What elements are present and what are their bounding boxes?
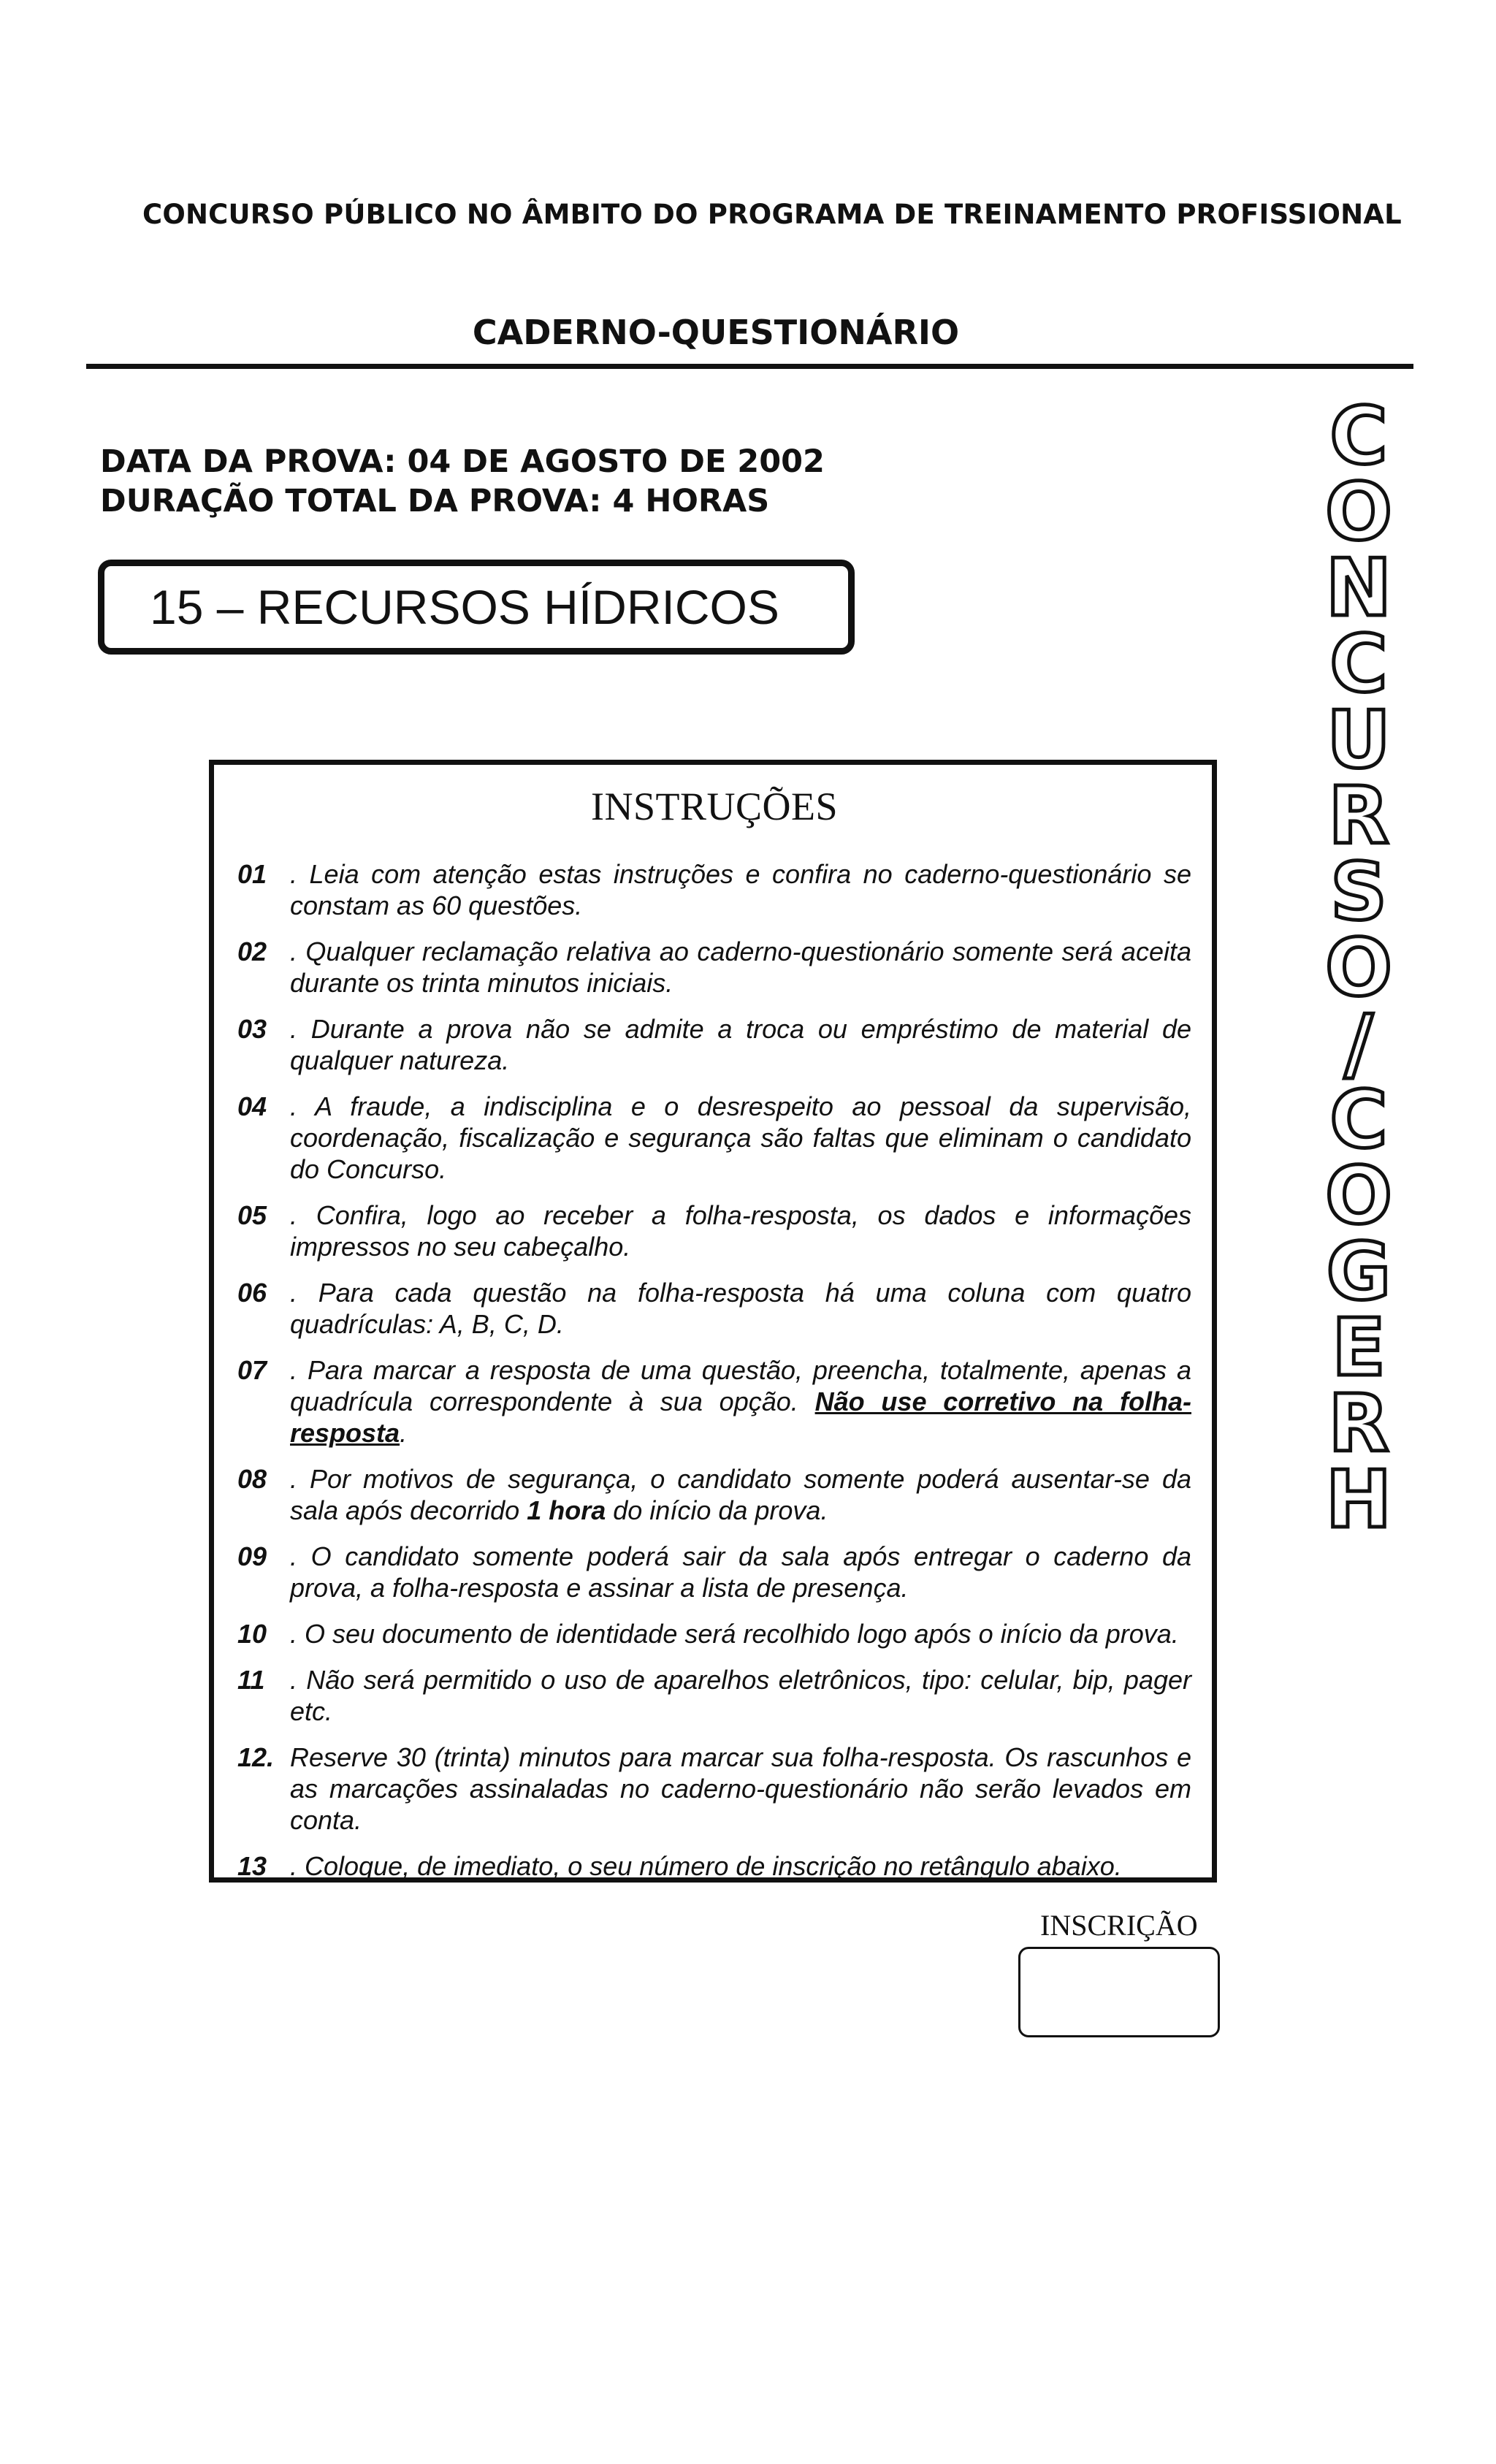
instruction-item: 02 . Qualquer reclamação relativa ao caderno-questionário somente será aceita durante os trinta minutos iniciais. — [237, 937, 1191, 998]
instructions-title: INSTRUÇÕES — [590, 785, 839, 828]
brand-letter: E — [1332, 1302, 1386, 1394]
instruction-item: 09 . O candidato somente poderá sair da sala após entregar o caderno da prova, a folha-resposta e assinar a lista de presença. — [237, 1541, 1191, 1603]
brand-letter: O — [1325, 467, 1392, 558]
brand-letter: C — [1329, 1075, 1388, 1166]
instruction-item: 12. Reserve 30 (trinta) minutos para marcar sua folha-resposta. Os rascunhos e as marcações assinaladas no caderno-questionário não serão levados em conta. — [237, 1742, 1191, 1835]
subject-title: 15 – RECURSOS HÍDRICOS — [150, 580, 779, 634]
instruction-emphasis: Não use corretivo na folha-resposta — [290, 1387, 1191, 1448]
inscricao-field[interactable] — [1018, 1947, 1220, 2037]
instruction-item: 05 . Confira, logo ao receber a folha-resposta, os dados e informações impressos no seu cabeçalho. — [237, 1200, 1191, 1262]
brand-letter: / — [1344, 999, 1373, 1090]
brand-letter: C — [1329, 391, 1388, 482]
exam-duration: DURAÇÃO TOTAL DA PROVA: 4 HORAS — [100, 483, 770, 519]
inscricao-label: INSCRIÇÃO — [1040, 1909, 1198, 1942]
document-title: CADERNO-QUESTIONÁRIO — [472, 313, 960, 352]
brand-letter: N — [1325, 543, 1392, 634]
brand-letter: U — [1327, 695, 1391, 786]
vertical-brand-text — [1315, 391, 1402, 1546]
brand-letter: O — [1325, 923, 1392, 1014]
organization-title: CONCURSO PÚBLICO NO ÂMBITO DO PROGRAMA DE TREINAMENTO PROFISSIONAL — [142, 199, 1402, 230]
instruction-item: 13 . Coloque, de imediato, o seu número de inscrição no retângulo abaixo. — [237, 1851, 1122, 1881]
instruction-item: 10 . O seu documento de identidade será recolhido logo após o início da prova. — [237, 1619, 1179, 1649]
brand-letter: S — [1330, 847, 1387, 938]
header-divider — [86, 364, 1413, 369]
brand-letter: H — [1325, 1454, 1392, 1546]
instruction-item: 11 . Não será permitido o uso de aparelhos eletrônicos, tipo: celular, bip, pager etc. — [237, 1665, 1191, 1726]
exam-info — [100, 442, 825, 521]
subject-box — [98, 560, 855, 655]
brand-letter: G — [1326, 1227, 1392, 1318]
instruction-item: 03 . Durante a prova não se admite a troca ou empréstimo de material de qualquer natureza. — [237, 1014, 1191, 1075]
instruction-item: 04 . A fraude, a indisciplina e o desrespeito ao pessoal da supervisão, coordenação, fiscalização e segurança são faltas que eliminam o candidato do Concurso. — [237, 1091, 1191, 1184]
brand-letter: C — [1329, 619, 1388, 710]
brand-letter: R — [1328, 1378, 1389, 1470]
instruction-item: 06 . Para cada questão na folha-resposta há uma coluna com quatro quadrículas: A, B, C, D. — [237, 1278, 1191, 1339]
brand-letter: R — [1328, 771, 1389, 862]
instruction-item: 08 . Por motivos de segurança, o candidato somente poderá ausentar-se da sala após decorrido 1 hora do início da prova. — [237, 1464, 1191, 1525]
instruction-emphasis: 1 hora — [527, 1495, 606, 1525]
exam-date: DATA DA PROVA: 04 DE AGOSTO DE 2002 — [100, 443, 825, 480]
instructions-panel — [209, 760, 1217, 1883]
instruction-item: 01 . Leia com atenção estas instruções e confira no caderno-questionário se constam as 60 questões. — [237, 859, 1191, 920]
instruction-item: 07 . Para marcar a resposta de uma questão, preencha, totalmente, apenas a quadrícula correspondente à sua opção. Não use corretivo na folha-resposta. — [237, 1355, 1191, 1448]
brand-letter: O — [1325, 1151, 1392, 1242]
